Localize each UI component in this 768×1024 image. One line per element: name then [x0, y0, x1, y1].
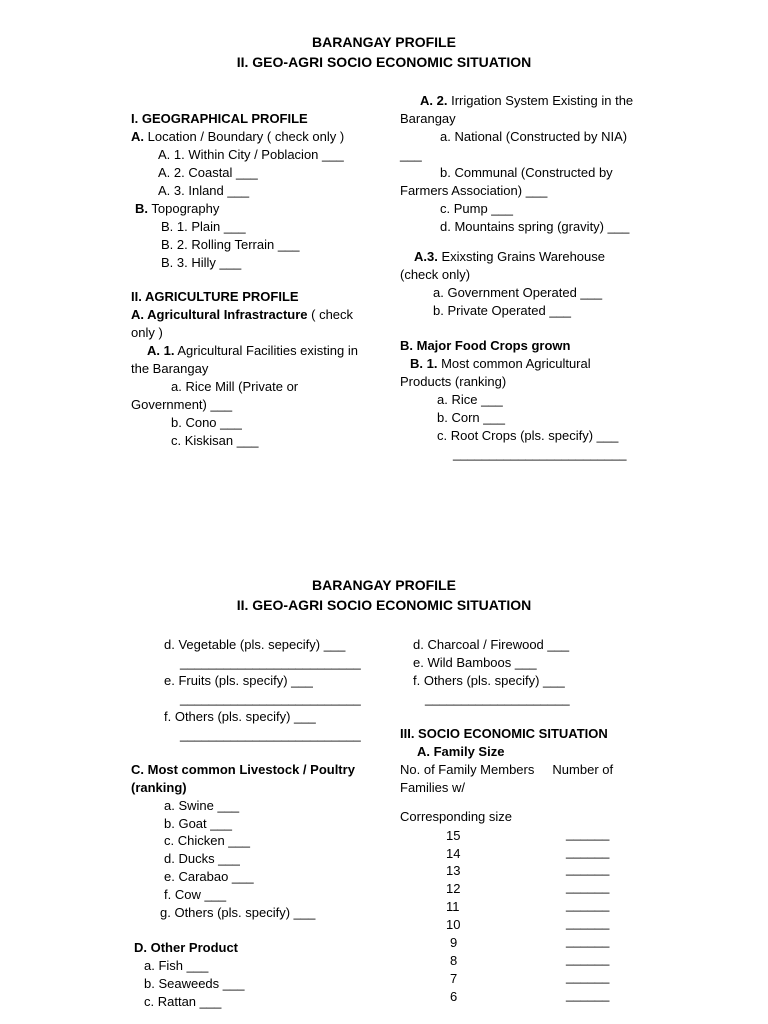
topography-num: B.: [135, 201, 148, 216]
livestock-item: c. Chicken ___: [164, 833, 250, 848]
communal-cont: Farmers Association) ___: [400, 183, 548, 198]
within-city-item: A. 1. Within City / Poblacion ___: [158, 147, 344, 162]
livestock-item: a. Swine ___: [164, 798, 240, 813]
size-blank: ______: [566, 844, 610, 859]
size-blank: ______: [566, 969, 610, 984]
other-product-item: c. Rattan ___: [144, 994, 222, 1009]
national-item: a. National (Constructed by NIA): [440, 129, 628, 144]
coastal-item: A. 2. Coastal ___: [158, 165, 258, 180]
agri-facilities-item: [147, 342, 358, 360]
inland-item: A. 3. Inland ___: [158, 183, 250, 198]
size-blank: ______: [566, 933, 610, 948]
warehouse-num: A.3.: [414, 249, 438, 264]
warehouse-text: Exixsting Grains Warehouse: [437, 249, 605, 264]
size-value: 9: [450, 935, 458, 950]
common-products-text: Most common Agricultural: [437, 356, 591, 371]
corn-item: b. Corn ___: [437, 410, 505, 425]
wild-bamboo-item: e. Wild Bamboos ___: [413, 655, 537, 670]
location-item: [131, 128, 344, 146]
other-product-heading: D. Other Product: [134, 940, 239, 955]
irrigation-text: Irrigation System Existing in the: [447, 93, 634, 108]
vegetable-line: _________________________: [180, 655, 361, 670]
rice-mill-cont: Government) ___: [131, 397, 233, 412]
topography-item: [135, 200, 219, 218]
size-value: 7: [450, 971, 458, 986]
root-crops-item: c. Root Crops (pls. specify) ___: [437, 428, 619, 443]
national-cont: ___: [400, 147, 422, 162]
agri-facilities-cont: the Barangay: [131, 361, 209, 376]
size-value: 10: [446, 917, 461, 932]
size-value: 12: [446, 881, 461, 896]
family-columns-header: No. of Family Members Number of: [400, 762, 614, 777]
size-blank: ______: [566, 897, 610, 912]
size-value: 11: [446, 899, 460, 914]
livestock-item: e. Carabao ___: [164, 869, 254, 884]
size-blank: ______: [566, 879, 610, 894]
agri-facilities-num: A. 1.: [147, 343, 175, 358]
topography-text: Topography: [151, 201, 220, 216]
livestock-item: g. Others (pls. specify) ___: [160, 905, 316, 920]
rice-mill-item: a. Rice Mill (Private or: [171, 379, 299, 394]
family-size-heading: A. Family Size: [417, 744, 505, 759]
page-title: BARANGAY PROFILE: [312, 34, 456, 50]
hilly-item: B. 3. Hilly ___: [161, 255, 242, 270]
communal-item: b. Communal (Constructed by: [440, 165, 613, 180]
common-products-num: B. 1.: [410, 356, 438, 371]
size-blank: ______: [566, 987, 610, 1002]
size-blank: ______: [566, 951, 610, 966]
livestock-heading: C. Most common Livestock / Poultry: [131, 762, 355, 777]
warehouse-cont: (check only): [400, 267, 471, 282]
corresponding-size-label: Corresponding size: [400, 809, 513, 824]
livestock-item: f. Cow ___: [164, 887, 227, 902]
agri-infra-rest: ( check: [307, 307, 354, 322]
rolling-terrain-item: B. 2. Rolling Terrain ___: [161, 237, 300, 252]
size-blank: ______: [566, 861, 610, 876]
location-num: A.: [131, 129, 144, 144]
charcoal-item: d. Charcoal / Firewood ___: [413, 637, 570, 652]
livestock-heading-cont: (ranking): [131, 780, 187, 795]
agri-heading: II. AGRICULTURE PROFILE: [131, 289, 299, 304]
irrigation-num: A. 2.: [420, 93, 448, 108]
size-value: 8: [450, 953, 458, 968]
other-product-item: a. Fish ___: [144, 958, 209, 973]
size-blank: ______: [566, 826, 610, 841]
page-subtitle: II. GEO-AGRI SOCIO ECONOMIC SITUATION: [236, 54, 532, 70]
agri-facilities-text: Agricultural Facilities existing in: [174, 343, 358, 358]
irrigation-cont: Barangay: [400, 111, 456, 126]
agri-infra-cont: only ): [131, 325, 163, 340]
mountain-spring-item: d. Mountains spring (gravity) ___: [440, 219, 630, 234]
fruits-item: e. Fruits (pls. specify) ___: [164, 673, 313, 688]
livestock-item: d. Ducks ___: [164, 851, 240, 866]
rice-item: a. Rice ___: [437, 392, 503, 407]
private-operated-item: b. Private Operated ___: [433, 303, 572, 318]
kiskisan-item: c. Kiskisan ___: [171, 433, 259, 448]
common-products-item: [410, 355, 591, 373]
size-value: 14: [446, 846, 461, 861]
others-line: _________________________: [180, 727, 361, 742]
socio-heading: III. SOCIO ECONOMIC SITUATION: [400, 726, 608, 741]
cono-item: b. Cono ___: [171, 415, 242, 430]
size-value: 13: [446, 863, 461, 878]
agri-infra-label: A. Agricultural Infrastracture: [131, 307, 308, 322]
warehouse-item: [414, 248, 605, 266]
location-text: Location / Boundary ( check only ): [147, 129, 345, 144]
crops-heading: B. Major Food Crops grown: [400, 338, 571, 353]
vegetable-item: d. Vegetable (pls. sepecify) ___: [164, 637, 346, 652]
others-item: f. Others (pls. specify) ___: [164, 709, 316, 724]
fruits-line: _________________________: [180, 691, 361, 706]
root-crops-line: ________________________: [453, 446, 627, 461]
irrigation-item: [420, 92, 633, 110]
forest-others-item: f. Others (pls. specify) ___: [413, 673, 565, 688]
size-value: 15: [446, 828, 461, 843]
size-blank: ______: [566, 915, 610, 930]
plain-item: B. 1. Plain ___: [161, 219, 246, 234]
other-product-item: b. Seaweeds ___: [144, 976, 245, 991]
agri-infra-item: [131, 306, 353, 324]
forest-others-line: ____________________: [425, 691, 570, 706]
gov-operated-item: a. Government Operated ___: [433, 285, 603, 300]
page-subtitle-2: II. GEO-AGRI SOCIO ECONOMIC SITUATION: [236, 597, 532, 613]
page-title-2: BARANGAY PROFILE: [312, 577, 456, 593]
common-products-cont: Products (ranking): [400, 374, 507, 389]
livestock-item: b. Goat ___: [164, 816, 232, 831]
family-columns-header-cont: Families w/: [400, 780, 466, 795]
pump-item: c. Pump ___: [440, 201, 513, 216]
geo-heading: I. GEOGRAPHICAL PROFILE: [131, 111, 308, 126]
size-value: 6: [450, 989, 458, 1004]
